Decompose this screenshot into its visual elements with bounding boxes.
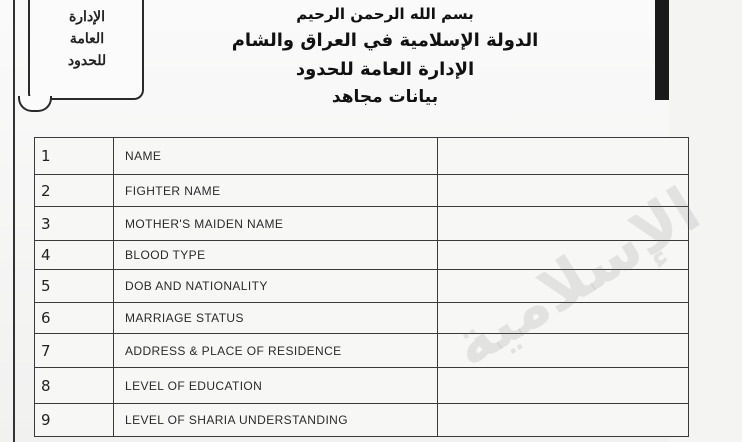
field-label: BLOOD TYPE xyxy=(114,241,438,270)
row-number: 4 xyxy=(35,241,114,270)
scan-dark-edge xyxy=(655,0,669,100)
form-title: بيانات مجاهد xyxy=(331,87,439,107)
field-label: FIGHTER NAME xyxy=(114,175,438,207)
field-value[interactable] xyxy=(438,207,689,241)
state-name: الدولة الإسلامية في العراق والشام xyxy=(231,30,539,51)
table-row xyxy=(35,138,689,175)
field-label: MARRIAGE STATUS xyxy=(114,303,438,334)
row-number: 9 xyxy=(35,404,114,437)
left-margin-rule xyxy=(13,0,15,442)
field-value[interactable] xyxy=(438,303,689,334)
table-row xyxy=(35,368,689,404)
field-label: MOTHER'S MAIDEN NAME xyxy=(114,207,438,241)
row-number: 5 xyxy=(35,270,114,303)
field-value[interactable] xyxy=(438,334,689,368)
department-name: الإدارة العامة للحدود xyxy=(295,59,475,80)
stamp-line-1: الإدارة xyxy=(68,9,106,25)
stamp-text xyxy=(40,6,134,72)
field-label: ADDRESS & PLACE OF RESIDENCE xyxy=(114,334,438,368)
field-label: LEVEL OF EDUCATION xyxy=(114,368,438,404)
table-row xyxy=(35,241,689,270)
table-row xyxy=(35,175,689,207)
field-label: LEVEL OF SHARIA UNDERSTANDING xyxy=(114,404,438,437)
row-number: 6 xyxy=(35,303,114,334)
field-value[interactable] xyxy=(438,368,689,404)
field-value[interactable] xyxy=(438,175,689,207)
row-number: 3 xyxy=(35,207,114,241)
row-number: 1 xyxy=(35,138,114,175)
table-row xyxy=(35,270,689,303)
stamp-line-2: العامة xyxy=(69,31,105,47)
field-label: NAME xyxy=(114,138,438,175)
table-row xyxy=(35,207,689,241)
stamp-scroll-curl xyxy=(18,96,52,112)
field-label: DOB AND NATIONALITY xyxy=(114,270,438,303)
fighter-data-table xyxy=(34,137,689,437)
row-number: 7 xyxy=(35,334,114,368)
field-value[interactable] xyxy=(438,138,689,175)
field-value[interactable] xyxy=(438,241,689,270)
field-value[interactable] xyxy=(438,270,689,303)
table-row xyxy=(35,334,689,368)
row-number: 8 xyxy=(35,368,114,404)
table-row xyxy=(35,303,689,334)
row-number: 2 xyxy=(35,175,114,207)
document-heading xyxy=(150,0,620,110)
basmala: بسم الله الرحمن الرحيم xyxy=(296,5,474,23)
stamp-line-3: للحدود xyxy=(67,53,107,69)
department-stamp xyxy=(28,0,144,100)
table-row xyxy=(35,404,689,437)
field-value[interactable] xyxy=(438,404,689,437)
